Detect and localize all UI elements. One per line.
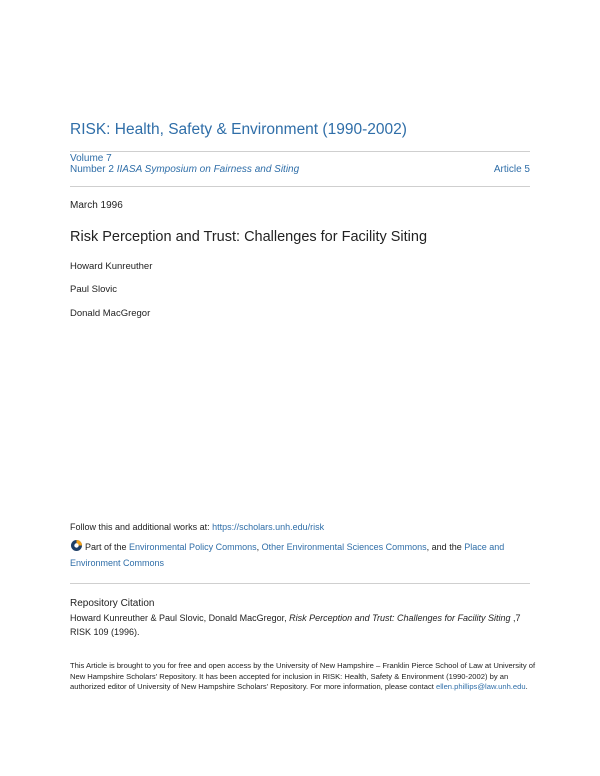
divider-bottom: [70, 186, 530, 187]
number-label[interactable]: Number 2: [70, 164, 114, 175]
footer-end: .: [525, 682, 528, 691]
divider-top: [70, 151, 530, 152]
network-icon: [70, 539, 83, 552]
environmental-policy-commons-link[interactable]: Environmental Policy Commons: [129, 542, 257, 552]
paper-title: Risk Perception and Trust: Challenges for Facility Siting: [70, 229, 428, 245]
journal-title[interactable]: RISK: Health, Safety & Environment (1990-2002): [70, 121, 407, 138]
citation-rest: ,7 RISK 109 (1996).: [70, 613, 521, 637]
article-number[interactable]: Article 5: [493, 164, 530, 175]
number-line[interactable]: [70, 164, 310, 175]
publication-date: March 1996: [70, 200, 123, 211]
place-and-environment-commons-link[interactable]: Place and Environment Commons: [70, 542, 505, 568]
citation-authors: Howard Kunreuther & Paul Slovic, Donald MacGregor,: [70, 613, 290, 623]
volume-info[interactable]: [70, 153, 310, 175]
author-name: Howard Kunreuther: [70, 261, 153, 272]
citation-text: [70, 611, 530, 639]
follow-line: [70, 522, 324, 532]
citation-title: Risk Perception and Trust: Challenges for Facility Siting: [289, 613, 511, 623]
part-of-prefix: Part of the: [85, 542, 130, 552]
author-name: Donald MacGregor: [70, 308, 151, 319]
other-environmental-sciences-commons-link[interactable]: Other Environmental Sciences Commons: [261, 542, 427, 552]
divider-citation: [70, 583, 530, 584]
volume-line[interactable]: Volume 7: [70, 153, 112, 164]
repository-link[interactable]: https://scholars.unh.edu/risk: [212, 522, 325, 532]
footer-text: This Article is brought to you for free and open access by the University of New Hampshire – Franklin Pierce School of Law at University of New Hampshire Scholars' Repository. It has been accepted for inclusion in RISK: Health, Safety & Environment (1990-2002) by an authorized editor of University of New Hampshire Scholars' Repository. For more information, please contact: [70, 661, 536, 691]
issue-title[interactable]: IIASA Symposium on Fairness and Siting: [116, 164, 300, 175]
part-of-sep: ,: [256, 542, 262, 552]
footer-notice: [70, 661, 540, 693]
follow-prefix: Follow this and additional works at:: [70, 522, 213, 532]
citation-heading: Repository Citation: [70, 598, 155, 609]
part-of-and: , and the: [426, 542, 465, 552]
author-name: Paul Slovic: [70, 284, 117, 295]
part-of-commons: [70, 539, 530, 571]
contact-email-link[interactable]: ellen.phillips@law.unh.edu: [435, 682, 526, 691]
